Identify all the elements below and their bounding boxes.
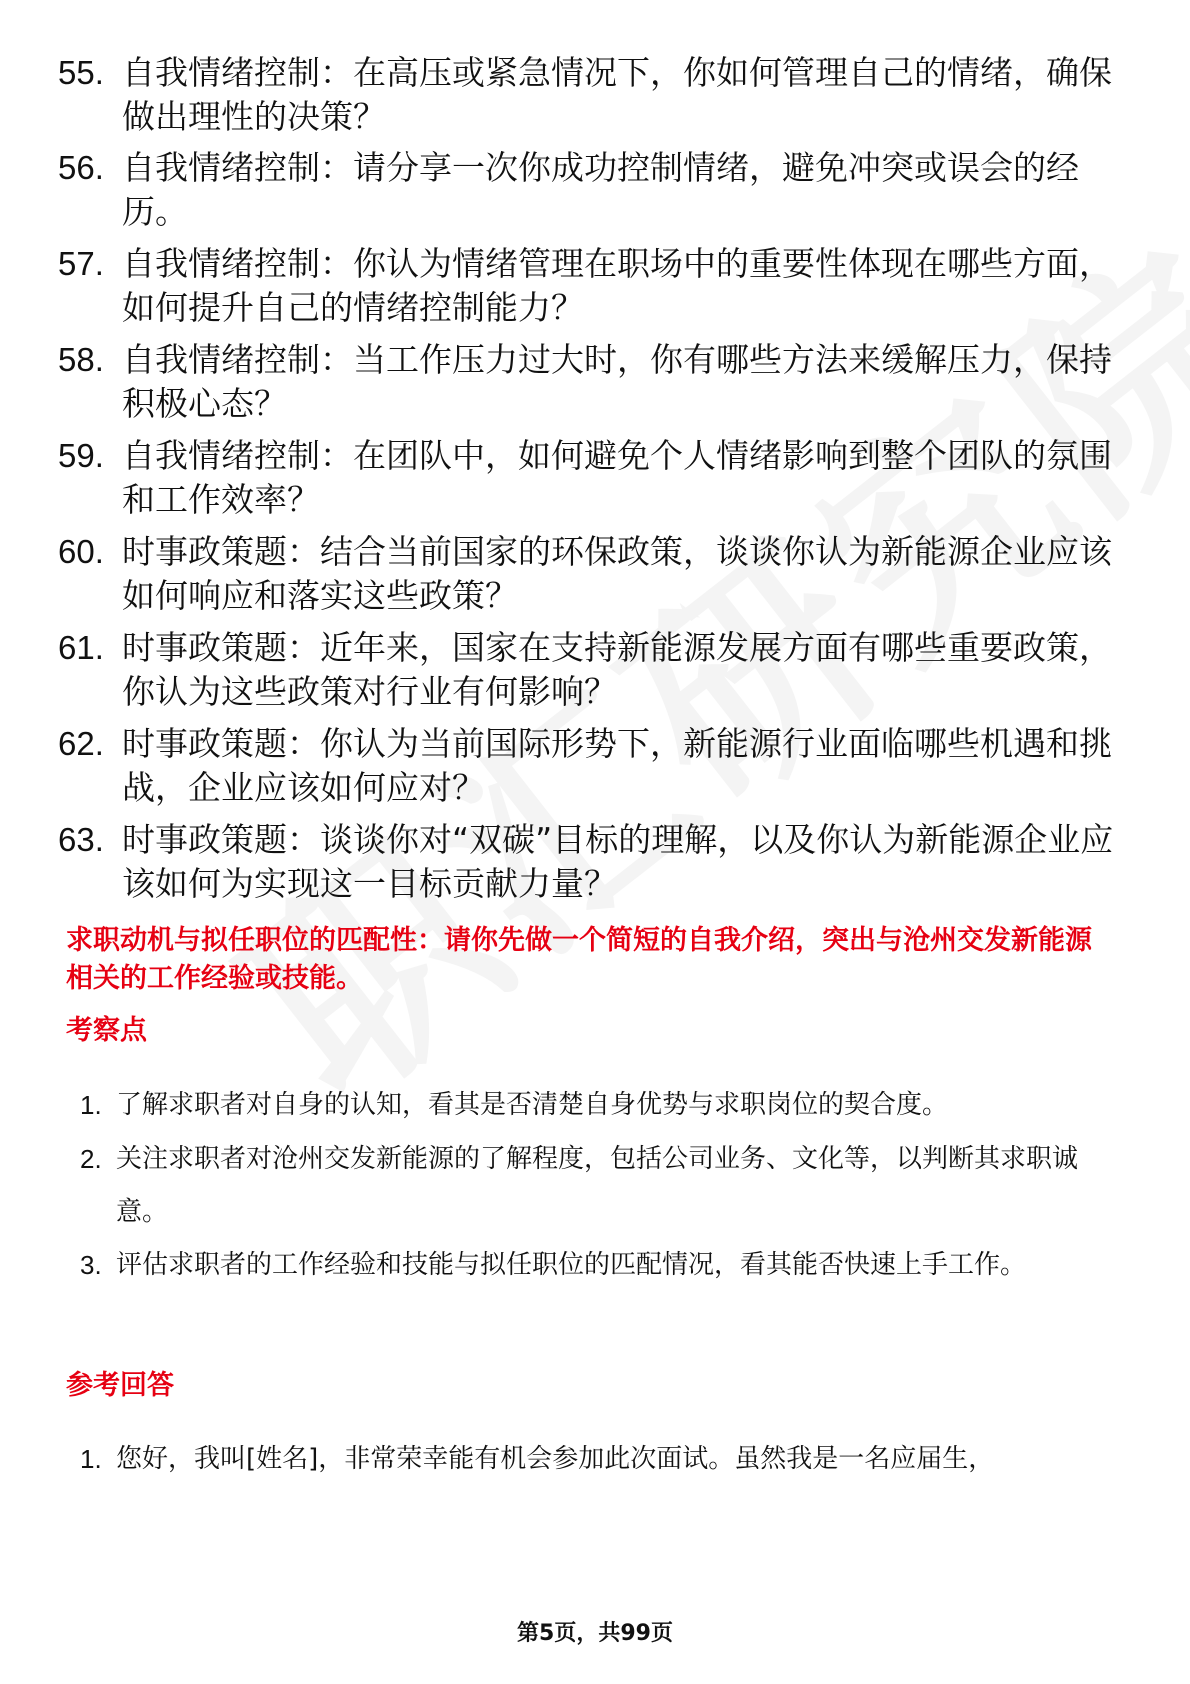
question-item [58,818,1118,906]
question-number: 57. [58,245,104,282]
point-number: 2. [80,1144,102,1174]
question-number: 55. [58,54,104,91]
inspection-point [80,1239,1120,1292]
point-text: 了解求职者对自身的认知，看其是否清楚自身优势与求职岗位的契合度。 [116,1090,949,1120]
question-item [58,338,1118,426]
question-text: 自我情绪控制：你认为情绪管理在职场中的重要性体现在哪些方面，如何提升自己的情绪控制能力？ [122,244,1112,327]
question-item [58,51,1118,139]
question-text: 时事政策题：谈谈你对“双碳”目标的理解，以及你认为新能源企业应该如何为实现这一目标贡献力量？ [122,820,1114,903]
point-text: 评估求职者的工作经验和技能与拟任职位的匹配情况，看其能否快速上手工作。 [116,1250,1027,1280]
question-text: 自我情绪控制：在高压或紧急情况下，你如何管理自己的情绪，确保做出理性的决策？ [122,53,1112,136]
question-text: 时事政策题：近年来，国家在支持新能源发展方面有哪些重要政策，你认为这些政策对行业有何影响？ [122,628,1112,711]
section-heading: 求职动机与拟任职位的匹配性：请你先做一个简短的自我介绍，突出与沧州交发新能源相关的工作经验或技能。 [66,925,1092,994]
question-item [58,722,1118,810]
question-number: 61. [58,629,104,666]
question-text: 自我情绪控制：当工作压力过大时，你有哪些方法来缓解压力，保持积极心态？ [122,340,1112,423]
reference-answer-item [80,1433,1120,1486]
point-number: 3. [80,1250,102,1280]
question-number: 59. [58,437,104,474]
question-item [58,242,1118,330]
answer-number: 1. [80,1444,102,1474]
point-text: 关注求职者对沧州交发新能源的了解程度，包括公司业务、文化等，以判断其求职诚意。 [116,1144,1079,1227]
question-number: 56. [58,149,104,186]
question-text: 时事政策题：你认为当前国际形势下，新能源行业面临哪些机遇和挑战，企业应该如何应对？ [122,724,1112,807]
answer-text: 您好，我叫[姓名]，非常荣幸能有机会参加此次面试。虽然我是一名应届生， [116,1444,995,1474]
inspection-points-label: 考察点 [66,1015,147,1046]
question-item [58,626,1118,714]
question-number: 62. [58,725,104,762]
question-number: 63. [58,821,104,858]
inspection-point [80,1079,1120,1132]
question-text: 时事政策题：结合当前国家的环保政策，谈谈你认为新能源企业应该如何响应和落实这些政策？ [122,532,1112,615]
page-footer: 第5页，共99页 [517,1621,673,1646]
reference-answer-label: 参考回答 [66,1370,174,1401]
inspection-point [80,1133,1120,1239]
question-item [58,146,1118,234]
question-text: 自我情绪控制：在团队中，如何避免个人情绪影响到整个团队的氛围和工作效率？ [122,436,1112,519]
question-item [58,530,1118,618]
question-item [58,434,1118,522]
point-number: 1. [80,1090,102,1120]
question-text: 自我情绪控制：请分享一次你成功控制情绪，避免冲突或误会的经历。 [122,148,1079,231]
question-number: 60. [58,533,104,570]
question-number: 58. [58,341,104,378]
